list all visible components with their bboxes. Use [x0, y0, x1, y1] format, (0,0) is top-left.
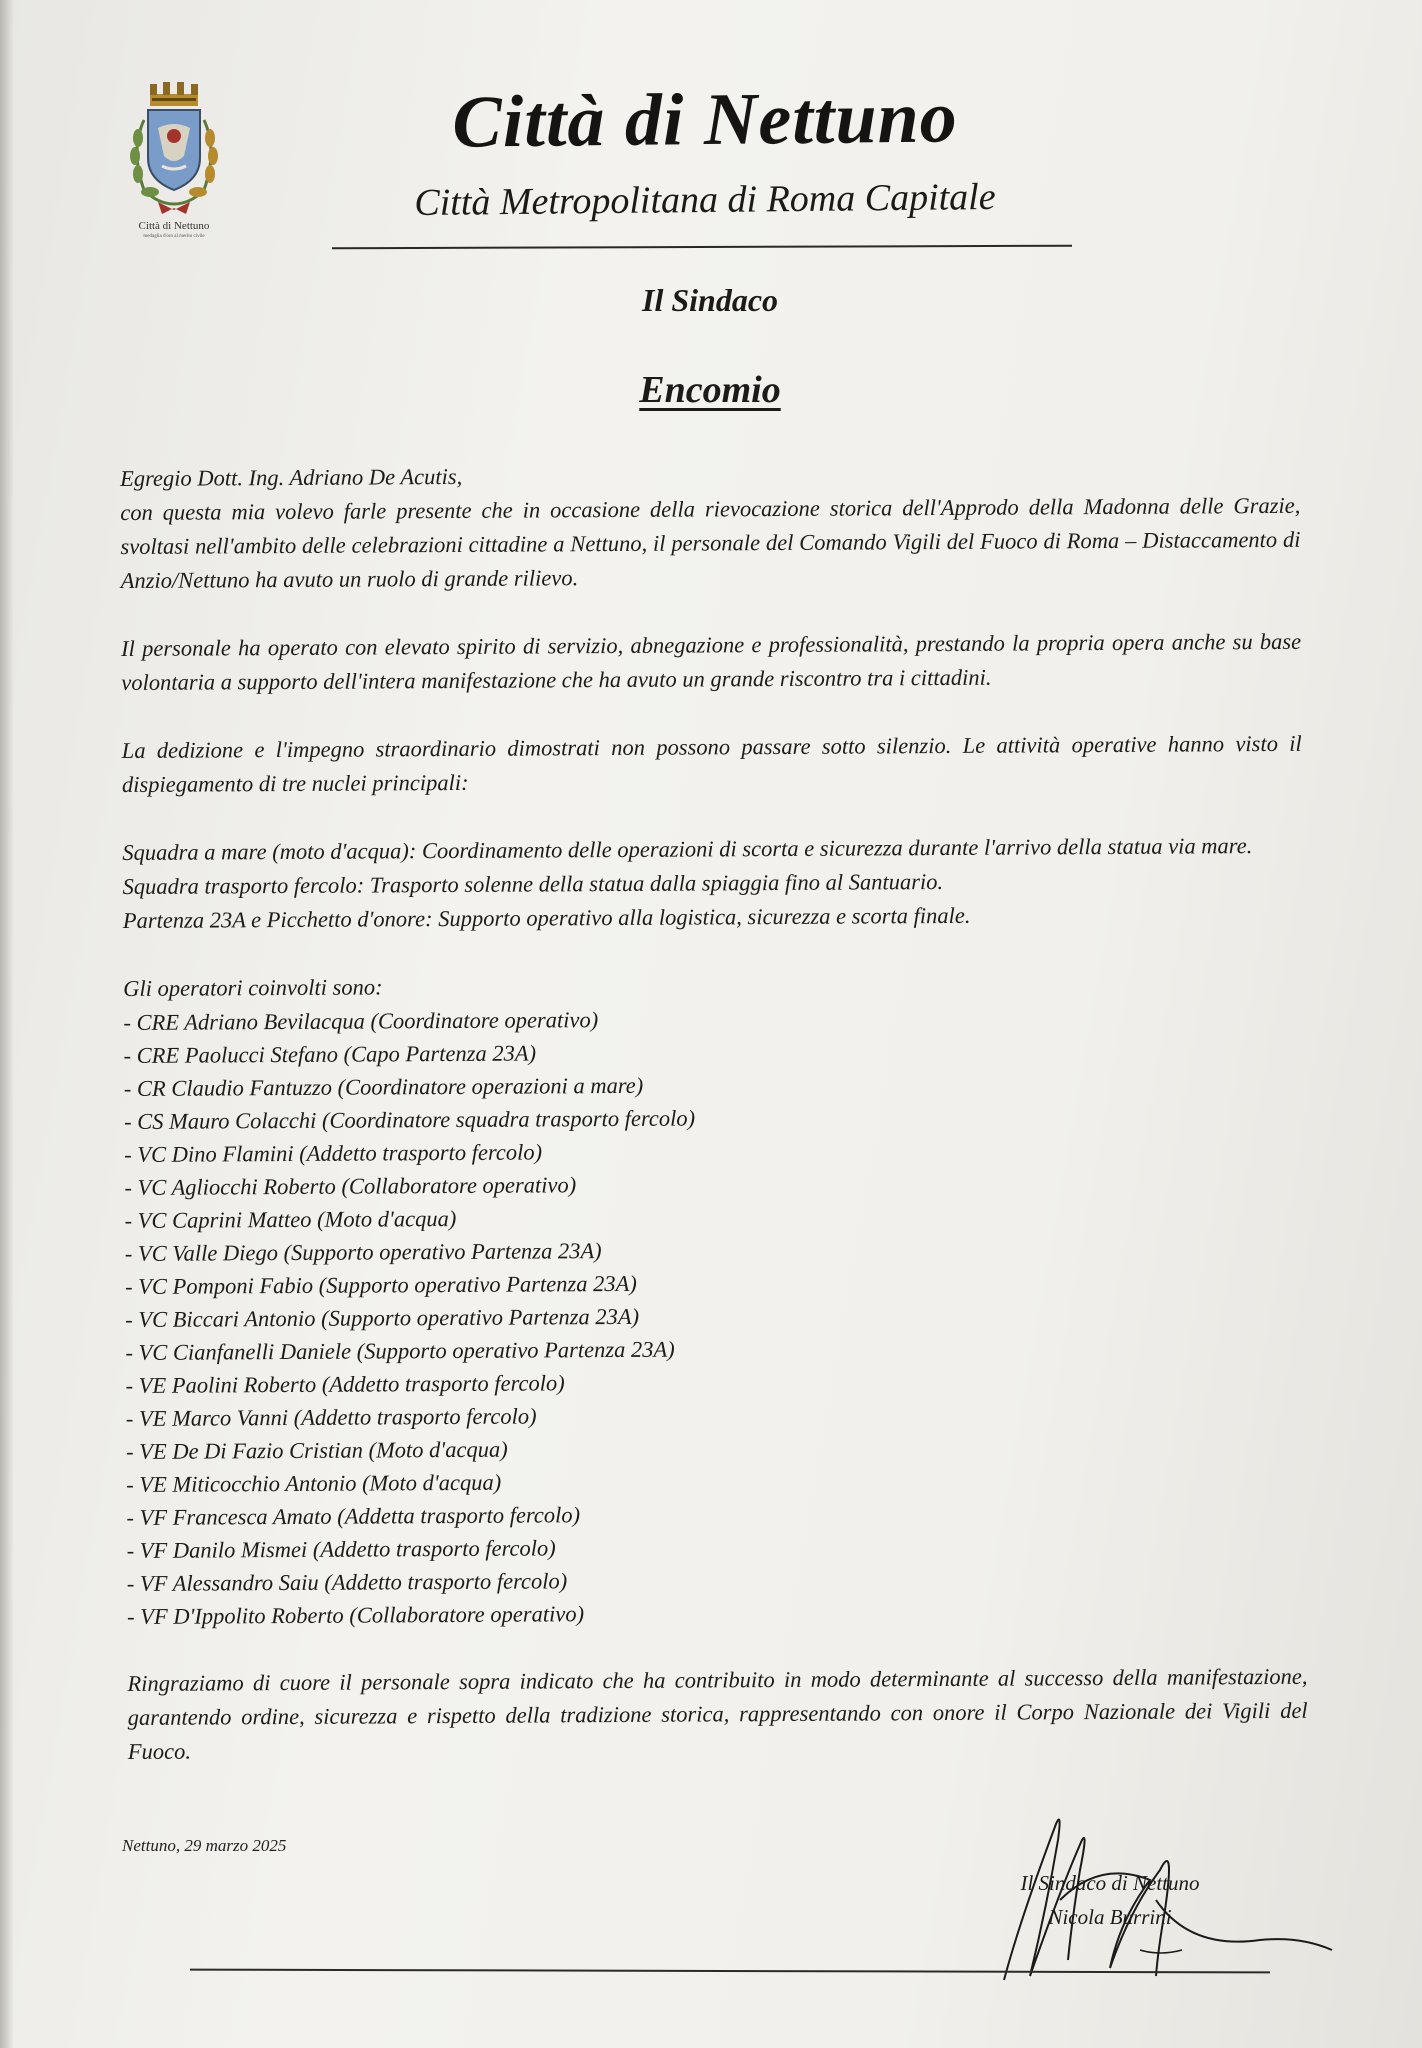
header-divider: [332, 245, 1072, 250]
signature-name: Nicola Burrini: [1048, 1905, 1172, 1929]
letter-date: Nettuno, 29 marzo 2025: [122, 1836, 287, 1855]
salutation: Egregio Dott. Ing. Adriano De Acutis,: [120, 463, 463, 491]
city-title: Città di Nettuno: [451, 76, 959, 164]
operator-item: - VE Miticocchio Antonio (Moto d'acqua): [126, 1469, 502, 1497]
crest-emblem-icon: [118, 80, 230, 220]
page-shadow-edge: [0, 0, 14, 2048]
crest-caption: Città di Nettuno: [138, 220, 210, 232]
operator-item: - VC Dino Flamini (Addetto trasporto fercolo): [124, 1139, 543, 1167]
operator-item: - VF Danilo Mismei (Addetto trasporto fercolo): [126, 1535, 556, 1563]
mayor-heading: Il Sindaco: [641, 282, 779, 318]
paragraph-closing: Ringraziamo di cuore il personale sopra indicato che ha contribuito in modo determinante al successo della manifestazione, garantendo ordine, sicurezza e rispetto della tradizione storica, rappresentando con onore il Corpo Nazionale dei Vigili del Fuoco.: [127, 1663, 1308, 1764]
operator-item: - CRE Adriano Bevilacqua (Coordinatore operativo): [123, 1007, 599, 1035]
operator-item: - VF Francesca Amato (Addetta trasporto fercolo): [126, 1502, 581, 1530]
paragraph-service: Il personale ha operato con elevato spirito di servizio, abnegazione e professionalità, prestando la propria opera anche su base volontaria a supporto dell'intera manifestazione che ha avuto un grande riscontro tra i cittadini.: [121, 628, 1302, 695]
letter-body: [120, 455, 1308, 1769]
operator-item: - VE Marco Vanni (Addetto trasporto fercolo): [125, 1403, 537, 1431]
operator-item: - CRE Paolucci Stefano (Capo Partenza 23A): [123, 1040, 537, 1068]
operator-item: - VF D'Ippolito Roberto (Collaboratore operativo): [126, 1601, 585, 1629]
paragraph-intro: con questa mia volevo farle presente che in occasione della rievocazione storica dell'Approdo della Madonna delle Grazie, svoltasi nell'ambito delle celebrazioni cittadine a Nettuno, il personale del Comando Vigili del Fuoco di Roma – Distaccamento di Anzio/Nettuno ha avuto un ruolo di grande rilievo.: [120, 492, 1301, 593]
crest-motto: medaglia d'oro al merito civile: [143, 234, 205, 239]
operator-item: - VE Paolini Roberto (Addetto trasporto fercolo): [125, 1370, 565, 1398]
municipal-crest: [118, 80, 230, 252]
operator-item: - VF Alessandro Saiu (Addetto trasporto fercolo): [126, 1568, 568, 1596]
signature-role: Il Sindaco di Nettuno: [1020, 1871, 1200, 1895]
operator-item: - VC Valle Diego (Supporto operativo Partenza 23A): [124, 1238, 602, 1266]
operator-item: - CR Claudio Fantuzzo (Coordinatore operazioni a mare): [123, 1072, 644, 1101]
operator-item: - VE De Di Fazio Cristian (Moto d'acqua): [125, 1436, 508, 1464]
paragraph-dedication: La dedizione e l'impegno straordinario dimostrati non possono passare sotto silenzio. Le attività operative hanno visto il dispiegamento di tre nuclei principali:: [121, 730, 1302, 797]
team-item: Partenza 23A e Picchetto d'onore: Supporto operativo alla logistica, sicurezza e scorta finale.: [122, 902, 971, 933]
team-item: Squadra a mare (moto d'acqua): Coordinamento delle operazioni di scorta e sicurezza durante l'arrivo della statua via mare.: [122, 833, 1253, 865]
signature-block: [960, 1866, 1260, 1934]
operator-item: - VC Pomponi Fabio (Supporto operativo Partenza 23A): [124, 1270, 637, 1299]
operator-item: - VC Cianfanelli Daniele (Supporto operativo Partenza 23A): [125, 1336, 675, 1365]
operator-item: - VC Agliocchi Roberto (Collaboratore operativo): [124, 1172, 577, 1200]
city-subtitle: Città Metropolitana di Roma Capitale: [414, 175, 996, 225]
team-item: Squadra trasporto fercolo: Trasporto solenne della statua dalla spiaggia fino al Santuario.: [122, 868, 944, 899]
operators-intro: Gli operatori coinvolti sono:: [123, 974, 383, 1001]
document-title: Encomio: [639, 369, 781, 411]
operators-list: [123, 999, 1307, 1633]
operator-item: - VC Biccari Antonio (Supporto operativo Partenza 23A): [125, 1303, 640, 1332]
operator-item: - CS Mauro Colacchi (Coordinatore squadra trasporto fercolo): [123, 1105, 696, 1134]
operator-item: - VC Caprini Matteo (Moto d'acqua): [124, 1205, 457, 1233]
